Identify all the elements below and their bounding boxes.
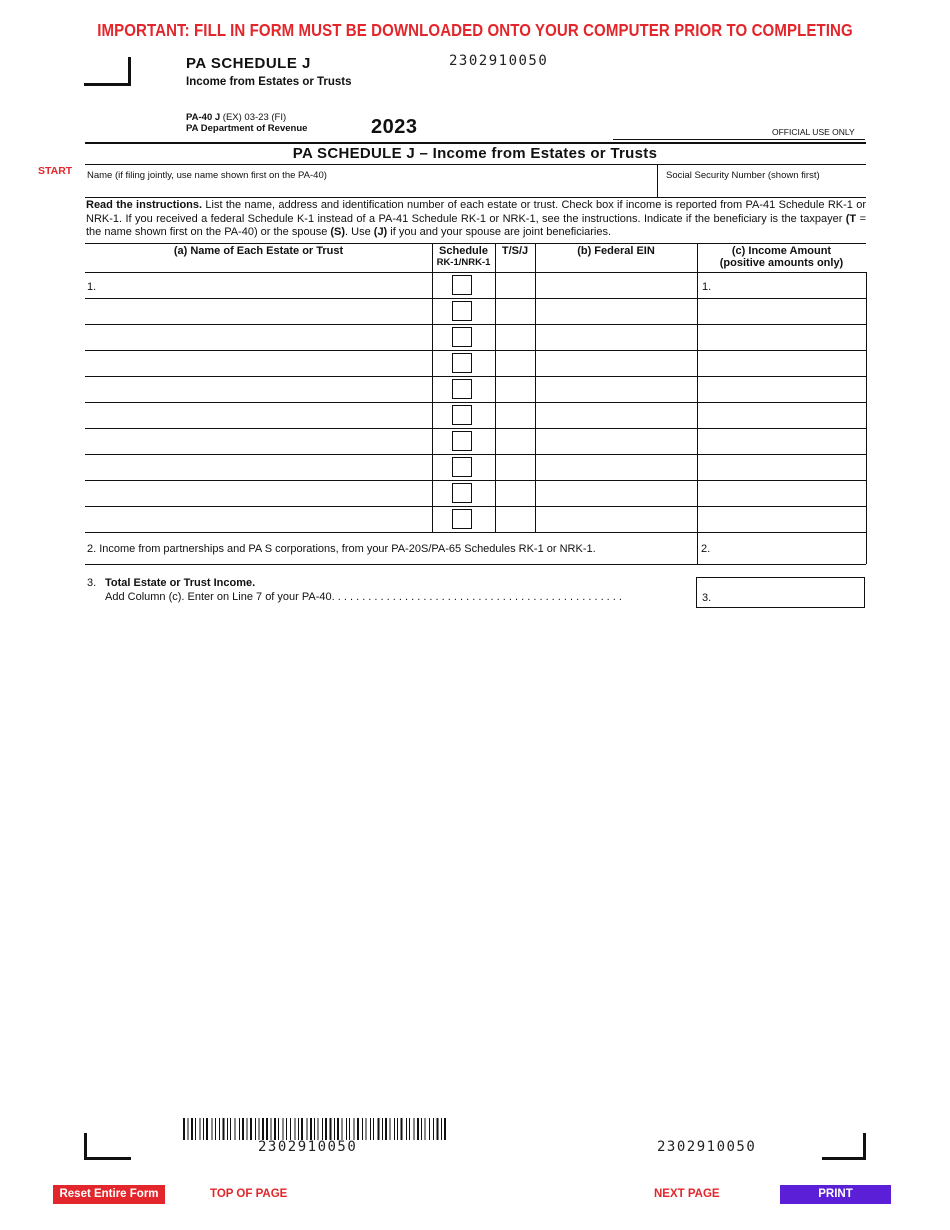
start-label: START (38, 165, 73, 177)
next-page-link[interactable]: NEXT PAGE (654, 1188, 720, 1200)
estate-name-input[interactable] (101, 432, 430, 452)
row-number: 1. (87, 281, 97, 293)
top-of-page-link[interactable]: TOP OF PAGE (210, 1188, 288, 1200)
ssn-field-label: Social Security Number (shown first) (666, 170, 820, 181)
federal-ein-input[interactable] (539, 380, 695, 400)
barcode-number-bottom: 2302910050 (258, 1139, 358, 1155)
tsj-input[interactable] (498, 432, 534, 452)
federal-ein-input[interactable] (539, 302, 695, 322)
download-warning-banner: IMPORTANT: FILL IN FORM MUST BE DOWNLOADED ONTO YOUR COMPUTER PRIOR TO COMPLETING (97, 20, 853, 40)
estate-name-input[interactable] (101, 354, 430, 374)
income-amount-input[interactable] (715, 510, 864, 530)
federal-ein-input[interactable] (539, 458, 695, 478)
registration-mark-bottom-right (822, 1133, 866, 1160)
income-amount-input[interactable] (715, 328, 864, 348)
schedule-rk1-checkbox[interactable] (452, 327, 472, 347)
income-amount-input[interactable] (715, 354, 864, 374)
registration-mark-top-left (84, 57, 131, 86)
column-header-amount: (c) Income Amount (positive amounts only) (719, 245, 844, 269)
income-amount-input[interactable] (715, 276, 864, 296)
estate-name-input[interactable] (101, 406, 430, 426)
schedule-rk1-checkbox[interactable] (452, 483, 472, 503)
federal-ein-input[interactable] (539, 328, 695, 348)
federal-ein-input[interactable] (539, 510, 695, 530)
estate-name-input[interactable] (101, 276, 430, 296)
federal-ein-input[interactable] (539, 406, 695, 426)
income-amount-input[interactable] (715, 406, 864, 426)
name-field-label: Name (if filing jointly, use name shown first on the PA-40) (87, 170, 327, 181)
line-3-number: 3. (87, 577, 97, 589)
column-header-name: (a) Name of Each Estate or Trust (173, 245, 344, 257)
line-2-description: 2. Income from partnerships and PA S corporations, from your PA-20S/PA-65 Schedules RK-1 or NRK-1. (87, 543, 596, 555)
form-number-bottom-right: 2302910050 (657, 1139, 757, 1155)
federal-ein-input[interactable] (539, 354, 695, 374)
form-title: PA SCHEDULE J (186, 55, 311, 72)
estate-name-input[interactable] (101, 302, 430, 322)
column-header-schedule: Schedule RK-1/NRK-1 (436, 245, 491, 268)
line-2-number: 2. (701, 543, 711, 555)
tsj-input[interactable] (498, 328, 534, 348)
estate-name-input[interactable] (101, 484, 430, 504)
schedule-rk1-checkbox[interactable] (452, 457, 472, 477)
income-amount-input[interactable] (715, 458, 864, 478)
schedule-rk1-checkbox[interactable] (452, 431, 472, 451)
tsj-input[interactable] (498, 484, 534, 504)
schedule-rk1-checkbox[interactable] (452, 301, 472, 321)
amount-row-number: 1. (702, 281, 712, 293)
schedule-rk1-checkbox[interactable] (452, 379, 472, 399)
estate-name-input[interactable] (101, 380, 430, 400)
federal-ein-input[interactable] (539, 276, 695, 296)
instructions: Read the instructions. List the name, address and identification number of each estate or trust. Check box if income is reported from PA-41 Schedule RK-1 or NRK-1. If you received a federal Schedule K-1 instead of a PA-41 Schedule RK-1 or NRK-1, see the instructions. Indicate if the beneficiary is the taxpayer (T = the name shown first on the PA-40) or the spouse (S). Use (J) if you and your spouse are joint beneficiaries. (86, 199, 866, 238)
ssn-input[interactable] (666, 182, 865, 198)
tsj-input[interactable] (498, 354, 534, 374)
schedule-rk1-checkbox[interactable] (452, 353, 472, 373)
line-3-title: Total Estate or Trust Income. (105, 577, 256, 589)
estate-name-input[interactable] (101, 458, 430, 478)
print-button[interactable]: PRINT (780, 1185, 891, 1204)
barcode-number-top: 2302910050 (449, 53, 549, 69)
column-header-ein: (b) Federal EIN (577, 245, 655, 257)
income-amount-input[interactable] (715, 432, 864, 452)
federal-ein-input[interactable] (539, 432, 695, 452)
tsj-input[interactable] (498, 380, 534, 400)
tsj-input[interactable] (498, 302, 534, 322)
line-2-amount-input[interactable] (715, 540, 864, 560)
tsj-input[interactable] (498, 406, 534, 426)
schedule-rk1-checkbox[interactable] (452, 509, 472, 529)
form-subtitle: Income from Estates or Trusts (186, 76, 352, 88)
tsj-input[interactable] (498, 458, 534, 478)
schedule-rk1-checkbox[interactable] (452, 275, 472, 295)
tsj-input[interactable] (498, 510, 534, 530)
line-3-amount-input[interactable] (716, 585, 864, 605)
form-identifier: PA-40 J (EX) 03-23 (FI) PA Department of Revenue (186, 112, 308, 134)
column-header-tsj: T/S/J (501, 245, 529, 257)
income-amount-input[interactable] (715, 302, 864, 322)
income-amount-input[interactable] (715, 380, 864, 400)
registration-mark-bottom-left (84, 1133, 131, 1160)
income-amount-input[interactable] (715, 484, 864, 504)
tsj-input[interactable] (498, 276, 534, 296)
official-use-label: OFFICIAL USE ONLY (772, 127, 855, 137)
estate-name-input[interactable] (101, 328, 430, 348)
reset-form-button[interactable]: Reset Entire Form (53, 1185, 165, 1204)
tax-year: 2023 (371, 116, 418, 138)
line-3-box-number: 3. (702, 592, 712, 604)
schedule-rk1-checkbox[interactable] (452, 405, 472, 425)
federal-ein-input[interactable] (539, 484, 695, 504)
line-3-description: Add Column (c). Enter on Line 7 of your PA-40. . . . . . . . . . . . . . . . . . . . . . . . . . . . . . . . . . . . . . . . . . . . . . . . (105, 591, 622, 603)
schedule-title: PA SCHEDULE J – Income from Estates or Trusts (292, 145, 658, 162)
estate-name-input[interactable] (101, 510, 430, 530)
name-input[interactable] (87, 182, 656, 198)
